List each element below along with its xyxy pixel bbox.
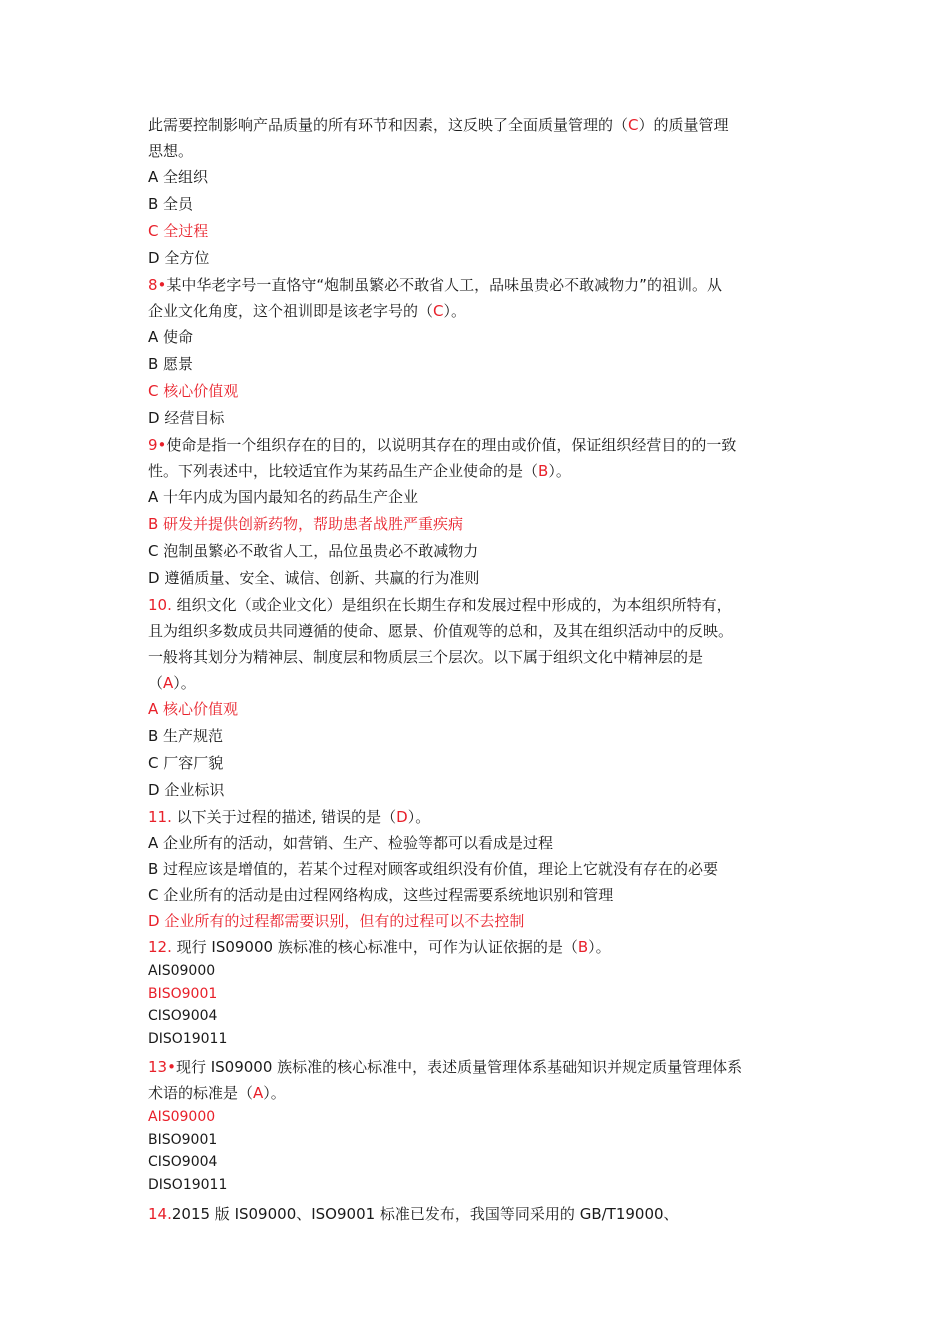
- option-b-correct: BISO9001: [148, 985, 218, 1002]
- question-number: 13•: [148, 1058, 176, 1076]
- option-c-correct: C 核心价值观: [148, 382, 239, 400]
- option-d: D 经营目标: [148, 409, 225, 427]
- question-number: 10.: [148, 596, 172, 614]
- question-number: 14.: [148, 1205, 172, 1223]
- question-8-text: 8•某中华老字号一直恪守“炮制虽繁必不敢省人工，品味虽贵必不敢减物力”的祖训。从 企业文化角度，这个祖训即是该老字号的（C）。: [148, 276, 722, 320]
- option-b: B 生产规范: [148, 727, 224, 745]
- question-number: 8•: [148, 276, 167, 294]
- option-b: B 全员: [148, 195, 194, 213]
- option-c: C 厂容厂貌: [148, 754, 224, 772]
- answer-mark: B: [577, 938, 589, 956]
- option-c: C 企业所有的活动是由过程网络构成，这些过程需要系统地识别和管理: [148, 886, 614, 904]
- option-c-correct: C 全过程: [148, 222, 209, 240]
- option-b-correct: B 研发并提供创新药物，帮助患者战胜严重疾病: [148, 515, 464, 533]
- question-number: 9•: [148, 436, 167, 454]
- option-a-correct: A 核心价值观: [148, 700, 239, 718]
- question-7-text: 此需要控制影响产品质量的所有环节和因素，这反映了全面质量管理的（C）的质量管理 思想。: [148, 116, 729, 160]
- question-9-text: 9•使命是指一个组织存在的目的，以说明其存在的理由或价值，保证组织经营目的的一致 性。下列表述中，比较适宜作为某药品生产企业使命的是（B）。: [148, 436, 737, 480]
- option-b: BISO9001: [148, 1131, 218, 1148]
- option-a: A 使命: [148, 328, 194, 346]
- option-c: C 泡制虽繁必不敢省人工，品位虽贵必不敢减物力: [148, 542, 479, 560]
- option-a: A 十年内成为国内最知名的药品生产企业: [148, 488, 419, 506]
- option-c: CISO9004: [148, 1154, 218, 1170]
- option-b: B 过程应该是增值的，若某个过程对顾客或组织没有价值，理论上它就没有存在的必要: [148, 860, 719, 878]
- answer-mark: D: [396, 808, 408, 826]
- option-a-correct: AIS09000: [148, 1109, 216, 1125]
- answer-mark: B: [538, 462, 549, 480]
- question-13-text: 13•现行 IS09000 族标准的核心标准中，表述质量管理体系基础知识并规定质量管理体系 术语的标准是（A）。: [148, 1058, 743, 1102]
- option-d: D 遵循质量、安全、诚信、创新、共赢的行为准则: [148, 569, 480, 587]
- question-number: 12.: [148, 938, 172, 956]
- question-10-text: 10. 组织文化（或企业文化）是组织在长期生存和发展过程中形成的，为本组织所特有， 且为组织多数成员共同遵循的使命、愿景、价值观等的总和，及其在组织活动中的反映。 一般将其划分为精神层、制度层和物质层三个层次。以下属于组织文化中精神层的是 （A）。: [148, 596, 734, 692]
- answer-mark: A: [253, 1084, 264, 1102]
- option-b: B 愿景: [148, 355, 194, 373]
- question-14-text: 14.2015 版 IS09000、ISO9001 标准已发布，我国等同采用的 GB/T19000、: [148, 1205, 679, 1223]
- option-c: CISO9004: [148, 1008, 218, 1024]
- option-d: DISO19011: [148, 1176, 228, 1193]
- answer-mark: A: [163, 674, 174, 692]
- question-11-text: 11. 以下关于过程的描述, 错误的是（D）。: [148, 808, 431, 826]
- answer-mark: C: [628, 116, 639, 134]
- option-d-correct: D 企业所有的过程都需要识别，但有的过程可以不去控制: [148, 912, 525, 930]
- option-a: A 企业所有的活动，如营销、生产、检验等都可以看成是过程: [148, 834, 554, 852]
- option-d: D 企业标识: [148, 781, 225, 799]
- option-d: DISO19011: [148, 1030, 228, 1047]
- question-list: [148, 112, 814, 1227]
- question-number: 11.: [148, 808, 172, 826]
- question-12-text: 12. 现行 IS09000 族标准的核心标准中，可作为认证依据的是（B）。: [148, 938, 611, 956]
- option-d: D 全方位: [148, 249, 210, 267]
- option-a: AIS09000: [148, 963, 216, 979]
- answer-mark: C: [433, 302, 444, 320]
- option-a: A 全组织: [148, 168, 209, 186]
